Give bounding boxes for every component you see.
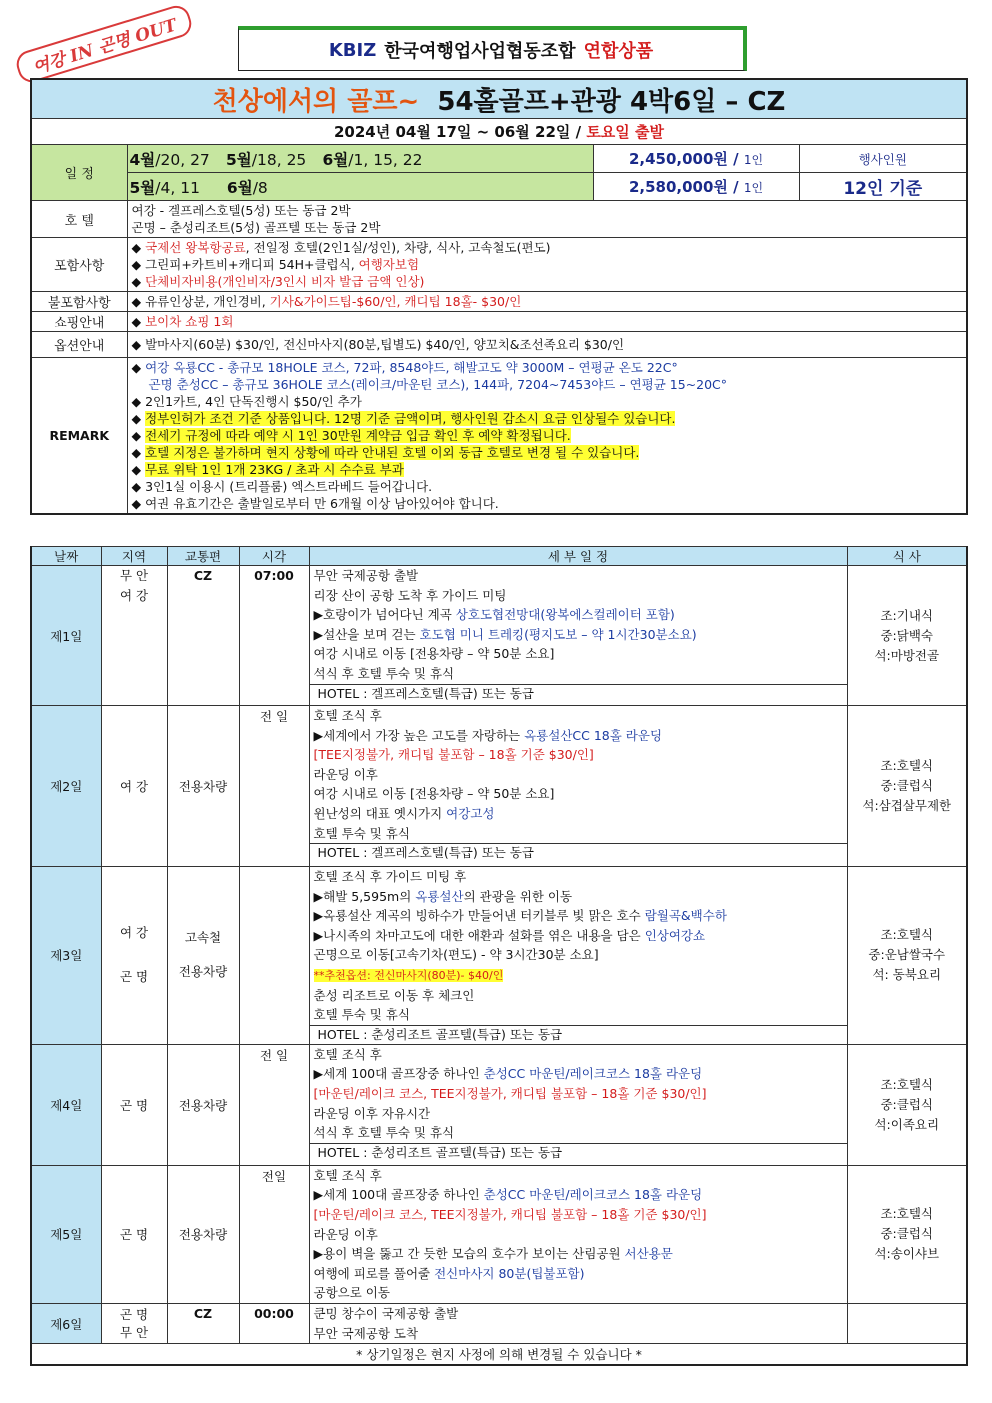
day-1-row: 제1일 무 안 여 강 CZ 07:00 무안 국제공항 출발 리장 산이 공항 도착 후 가이드 미팅 ▶호랑이가 넘어다닌 계곡 상호도협전망대(왕복에스컬레이터 포함) ▶설산을 보며 걷는 호도협 미니 트레킹(평지도보 – 약 1시간30분소요) 여강 시내로 이동 [전용차량 – 약 50분 소요] 석식 후 호텔 투숙 및 휴식 HOTEL : 겔프레스호텔(특급) 또는 동급 조:기내식 중:닭백숙 석:마방전골 [31,566,967,706]
kbiz-label: KBIZ [328,39,377,61]
title-row [31,79,967,119]
price-1: 2,450,000원 / 1인 [593,145,799,173]
note-row [31,1344,967,1366]
excluded-row: 불포함사항 ◆ 유류인상분, 개인경비, 기사&가이드팁-$60/인, 캐디팁 18홀- $30/인 [31,292,967,312]
day-5-row: 제5일 곤 명 전용차량 전일 호텔 조식 후 ▶세계 100대 골프장중 하나인 춘성CC 마운틴/레이크코스 18홀 라운딩 [마운틴/레이크 코스, TEE지정불가, 캐디팁 불포함 – 18홀 기준 $30/인] 라운딩 이후 ▶용이 벽을 뚫고 간 듯한 모습의 호수가 보이는 산림공원 서산용문 여행에 피로를 풀어줄 전신마사지 80분(팁불포함) 공항으로 이동 조:호텔식 중:클럽식 석:송이샤브 [31,1165,967,1303]
departure-day: 토요일 출발 [586,123,664,141]
schedule-label: 일 정 [31,145,127,201]
hotel-line: HOTEL : 겔프레스호텔(특급) 또는 동급 [310,684,847,703]
schedule-row-1: 일 정 4월/20, 27 5월/18, 25 6월/1, 15, 22 2,450,000원 / 1인 행사인원 [31,145,967,173]
price-2: 2,580,000원 / 1인 [593,173,799,201]
hotel-line: HOTEL : 춘성리조트 골프텔(특급) 또는 동급 [310,1025,847,1044]
period-dates: 2024년 04월 17일 ~ 06월 22일 / [334,123,582,141]
headcount-label: 행사인원 [858,151,907,167]
hotel-row: 호 텔 여강 - 겔프레스호텔(5성) 또는 동급 2박 곤명 – 춘성리조트(5성) 골프텔 또는 동급 2박 [31,201,967,238]
excluded-label: 불포함사항 [31,292,127,312]
period-row [31,119,967,145]
shopping-row: 쇼핑안내 ◆ 보이차 쇼핑 1회 [31,312,967,332]
included-label: 포함사항 [31,238,127,292]
association-name: 한국여행업사업협동조합 [384,41,576,62]
hotel-line: HOTEL : 춘성리조트 골프텔(특급) 또는 동급 [310,1143,847,1162]
product-info-table [30,78,968,515]
schedule-row-2: 5월/4, 11 6월/8 2,580,000원 / 1인 12인 기준 [31,173,967,201]
itinerary-note: * 상기일정은 현지 사정에 의해 변경될 수 있습니다 * [31,1344,967,1366]
product-label: 연합상품 [583,41,654,62]
itinerary-table [30,546,968,1366]
options-row: 옵션안내 ◆ 발마사지(60분) $30/인, 전신마사지(80분,팁별도) $40/인, 양꼬치&조선족요리 $30/인 [31,332,967,358]
headcount: 12인 기준 [799,173,967,201]
hotel-line: HOTEL : 겔프레스호텔(특급) 또는 동급 [310,843,847,862]
hotel-label: 호 텔 [31,201,127,238]
options-label: 옵션안내 [31,332,127,358]
day-6-row: 제6일 곤 명 무 안 CZ 00:00 쿤밍 창수이 국제공항 출발 무안 국제공항 도착 [31,1303,967,1343]
remark-label: REMARK [31,358,127,515]
day-3-row: 제3일 여 강 곤 명 고속철 전용차량 호텔 조식 후 가이드 미팅 후 ▶해발 5,595m의 옥룡설산의 관광을 위한 이동 ▶옥룡설산 계곡의 빙하수가 만들어낸 터키블루 빛 맑은 호수 람월곡&백수하 ▶나시족의 차마고도에 대한 애환과 설화를 엮은 내용을 담은 인상여강쇼 곤명으로 이동[고속기차(편도) - 약 3시간30분 소요] **추천옵션: 전신마사지(80분)- $40/인 춘성 리조트로 이동 후 체크인 호텔 투숙 및 휴식 HOTEL : 춘성리조트 골프텔(특급) 또는 동급 조:호텔식 중:운남쌀국수 석: 동북요리 [31,867,967,1045]
day-2-row: 제2일 여 강 전용차량 전 일 호텔 조식 후 ▶세계에서 가장 높은 고도를 자랑하는 옥룡설산CC 18홀 라운딩 [TEE지정불가, 캐디팁 불포함 – 18홀 기준 $30/인] 라운딩 이후 여강 시내로 이동 [전용차량 – 약 50분 소요] 윈난성의 대표 옛시가지 여강고성 호텔 투숙 및 휴식 HOTEL : 겔프레스호텔(특급) 또는 동급 조:호텔식 중:클럽식 석:삼겹살무제한 [31,706,967,867]
remark-row: REMARK ◆ 여강 옥룡CC - 총규모 18HOLE 코스, 72파, 8548야드, 해발고도 약 3000M – 연평균 온도 22C° 곤명 춘성CC – 총규모 36HOLE 코스(레이크/마운틴 코스), 144파, 7204~7453야드 – 연평균 15~20C° ◆ 2인1카트, 4인 단독진행시 $50/인 추가 ◆ 정부인허가 조건 기준 상품입니다. 12명 기준 금액이며, 행사인원 감소시 요금 인상될수 있습니다. ◆ 전세기 규정에 따라 예약 시 1인 30만원 계약금 입금 확인 후 예약 확정됩니다. ◆ 호텔 지정은 불가하며 현지 상황에 따라 안내된 호텔 이외 동급 호텔로 변경 될 수 있습니다. ◆ 무료 위탁 1인 1개 23KG / 초과 시 수수료 부과 ◆ 3인1실 이용시 (트리플룸) 엑스트라베드 들어갑니다. ◆ 여권 유효기간은 출발일로부터 만 6개월 이상 남아있어야 합니다. [31,358,967,515]
page-title: 천상에서의 골프~ 54홀골프+관광 4박6일 – CZ [31,79,967,119]
itinerary-header: 날짜 지역 교통편 시각 세 부 일 정 식 사 [31,547,967,566]
route-stamp: 여강 IN 곤명 OUT [13,2,194,85]
association-header [238,26,747,71]
included-row: 포함사항 ◆ 국제선 왕복항공료, 전일정 호텔(2인1실/성인), 차량, 식사, 고속철도(편도) ◆ 그린피+카트비+캐디피 54H+클럽식, 여행자보험 ◆ 단체비자비용(개인비자/3인시 비자 발급 금액 인상) [31,238,967,292]
day-4-row: 제4일 곤 명 전용차량 전 일 호텔 조식 후 ▶세계 100대 골프장중 하나인 춘성CC 마운틴/레이크코스 18홀 라운딩 [마운틴/레이크 코스, TEE지정불가, 캐디팁 불포함 – 18홀 기준 $30/인] 라운딩 이후 자유시간 석식 후 호텔 투숙 및 휴식 HOTEL : 춘성리조트 골프텔(특급) 또는 동급 조:호텔식 중:클럽식 석:이족요리 [31,1044,967,1165]
shopping-label: 쇼핑안내 [31,312,127,332]
